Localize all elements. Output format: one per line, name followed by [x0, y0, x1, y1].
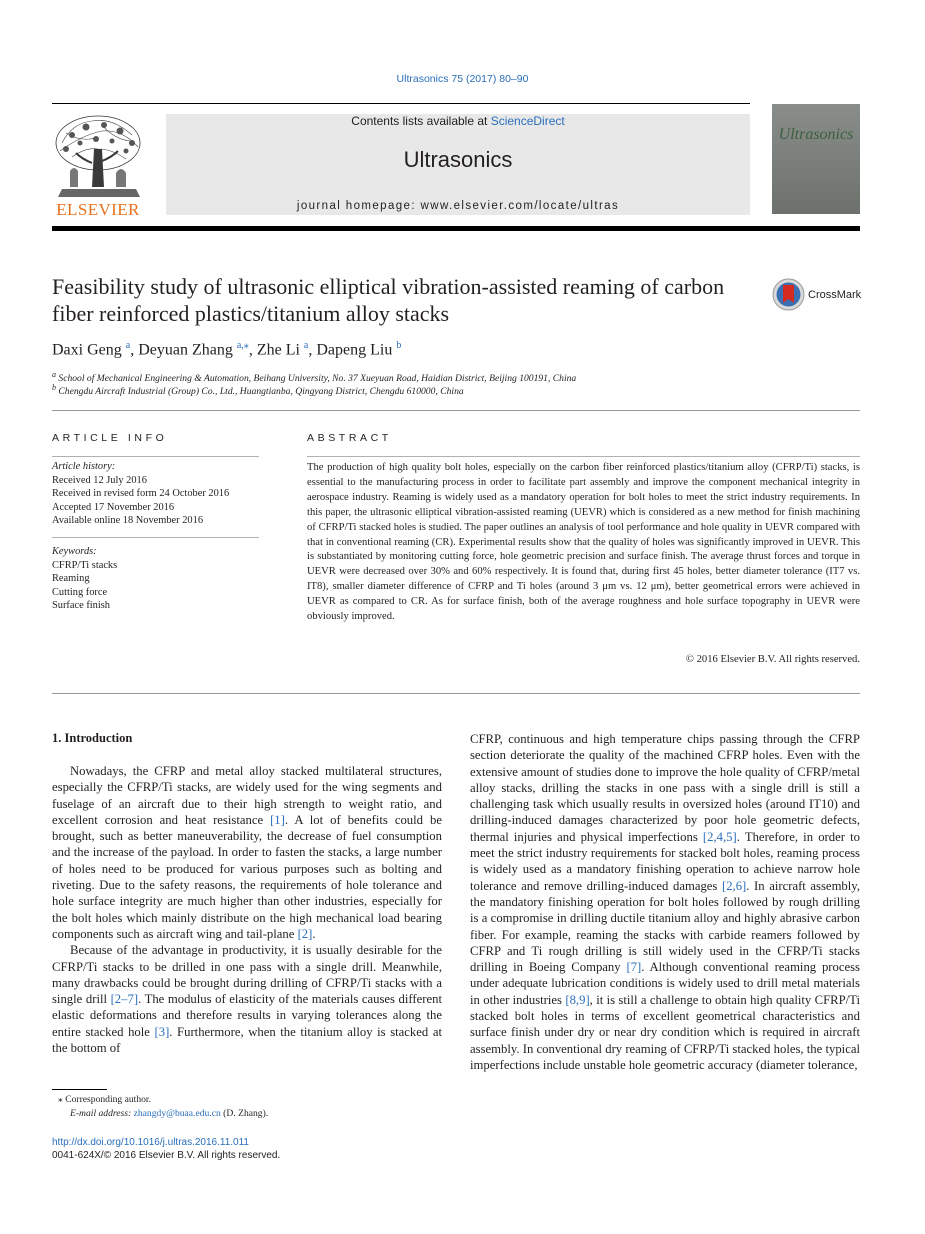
article-info-rule	[52, 456, 259, 457]
text-run: . Furthermore, when the titanium alloy is stacked at the bottom of	[52, 1024, 442, 1056]
section-heading-introduction: 1. Introduction	[52, 731, 133, 745]
keyword: Surface finish	[52, 600, 110, 611]
body-column-right	[470, 731, 860, 1073]
affiliation-text: School of Mechanical Engineering & Automation, Beihang University, No. 37 Xueyuan Road, Haidian District, Beijing 100191, China	[58, 373, 577, 385]
author-name: Dapeng Liu	[316, 341, 393, 359]
affiliation-mark: a	[52, 370, 56, 379]
paragraph	[52, 763, 442, 942]
history-item: Accepted 17 November 2016	[52, 501, 175, 513]
article-history	[52, 460, 229, 528]
doi-link[interactable]: http://dx.doi.org/10.1016/j.ultras.2016.11.011	[52, 1137, 249, 1148]
abstract-copyright: © 2016 Elsevier B.V. All rights reserved.	[685, 654, 860, 665]
abstract-text: The production of high quality bolt holes, especially on the carbon fiber reinforced plastics/titanium alloy (CFRP/Ti) stacks, is essential to the manufacturing process in order to facilitate part assembly and improve the component mechanical integrity in aerospace industry. Reaming is widely used as a mandatory operation for bolt holes to meet the strict industry requirements. In this paper, the ultrasonic elliptical vibration-assisted reaming (UEVR) which is considered as a new method for finish machining of CFRP/Ti stacked holes is studied. The paper outlines an analysis of tool performance and hole quality in UEVR compared with that in conventional reaming (CR). Experimental results show that the quality of holes was significantly improved in UEVR. This is substantiated by monitoring cutting force, hole geometric precision and surface finish. The average thrust forces and torque in UEVR were decreased over 30% and 60% respectively. It is found that, during first 45 holes, better diameter tolerance (IT7 vs. IT8), smaller diameter difference of CFRP and Ti holes (around 3 μm vs. 12 μm), better geometrical errors were achieved in UEVR as compared to CR. As for surface finish, both of the average roughness and hole surface topography in UEVR were obviously improved.	[307, 462, 860, 623]
text-run: Nowadays, the CFRP and metal alloy stacked multilateral structures, especially the CFRP/Ti stacks, are widely used for the wing segments and fuselage of an aircraft due to their high strength to weight ratio, and excellent corrosion and heat resistance	[52, 764, 442, 827]
journal-name: Ultrasonics	[403, 147, 513, 172]
author-affiliation-mark[interactable]: a	[303, 340, 309, 351]
text-run: . In aircraft assembly, the mandatory finishing operation for bolt holes followed by rough drilling is a compromise in drilling ductile titanium alloy and highly abrasive carbon fiber. For example, reaming the stacks with carbide reamers followed by CFRP and Ti rough drilling is still widely used in the CFRP/Ti stacks drilling in Boeing Company	[470, 878, 860, 975]
text-run: . A lot of benefits could be brought, such as better maneuverability, the decrease of fuel consumption and the increase of the payload. In order to fasten the stacks, a large number of holes need to be produced for various purposes such as bolting and riveting. Due to the safety reasons, the requirements of hole tolerance and hole surface integrity are much higher than other industries, especially for the bolt holes which mainly distribute on the high mechanical load bearing components such as aircraft wing and tail-plane	[52, 812, 442, 941]
keywords-rule	[52, 537, 259, 538]
cover-title: Ultrasonics	[778, 126, 854, 143]
history-label: Article history:	[52, 461, 116, 472]
author-list: Daxi Geng $^a$, Deyuan Zhang $^{a,⁎}$, Zhe Li $^a$, Dapeng Liu $^b$	[52, 340, 402, 359]
paragraph	[470, 731, 860, 1073]
author-affiliation-mark[interactable]: a,⁎	[236, 340, 249, 351]
author-name: Daxi Geng	[52, 341, 122, 359]
article-title: Feasibility study of ultrasonic elliptical vibration-assisted reaming of carbon fiber reinforced plastics/titanium alloy stacks	[52, 274, 725, 326]
section-rule	[52, 410, 860, 411]
author-name: Zhe Li	[256, 341, 300, 359]
publisher-wordmark: ELSEVIER	[56, 200, 140, 219]
reference-link[interactable]: [7]	[626, 960, 642, 975]
history-item: Received in revised form 24 October 2016	[52, 488, 230, 499]
paragraph	[52, 942, 442, 1056]
keyword: Cutting force	[52, 586, 108, 598]
contents-availability	[166, 114, 750, 128]
keywords-label: Keywords:	[52, 546, 97, 557]
affiliation-mark: b	[52, 383, 56, 392]
affiliation-b	[52, 383, 464, 397]
issn-copyright: 0041-624X/© 2016 Elsevier B.V. All rights reserved.	[52, 1150, 281, 1161]
keywords-block	[52, 545, 117, 613]
email-link[interactable]: zhangdy@buaa.edu.cn	[133, 1108, 221, 1119]
article-info-heading: ARTICLE INFO	[52, 432, 168, 444]
journal-citation[interactable]: Ultrasonics 75 (2017) 80–90	[396, 73, 529, 85]
reference-link[interactable]: [3]	[154, 1024, 170, 1039]
reference-link[interactable]: [2,6]	[721, 878, 747, 893]
text-run: , it is still a challenge to obtain high quality CFRP/Ti stacked bolt holes in terms of excellent geometrical characteristics and surface finish under dry or near dry condition which is required in aircraft assembly. In conventional dry reaming of CFRP/Ti stacked holes, the typical imperfections include unstable hole geometric accuracy (diameter tolerance,	[470, 992, 860, 1072]
author-affiliation-mark[interactable]: a	[125, 340, 131, 351]
text-run: CFRP, continuous and high temperature chips passing through the CFRP section deteriorate the quality of the machined CFRP holes. Even with the extensive amount of studies done to improve the hole quality of CFRP/metal alloy stacks, drilling the stacks in one pass with a single drill is still a challenging task which usually results in oversized holes (around IT10) and drilling-induced damages characterized by poor hole geometric defects, thermal injuries and physical imperfections	[470, 732, 860, 844]
author-name: Deyuan Zhang	[138, 341, 233, 359]
crossmark-label[interactable]: CrossMark	[808, 289, 862, 301]
email-note	[70, 1108, 268, 1119]
text-run: . The modulus of elasticity of the materials causes different elastic deformations and therefore results in varying tolerances along the entire stacked hole	[52, 992, 442, 1039]
journal-homepage[interactable]: journal homepage: www.elsevier.com/locate/ultras	[296, 200, 620, 212]
email-suffix: (D. Zhang).	[220, 1108, 269, 1119]
corresponding-author-note: ⁎ Corresponding author.	[58, 1094, 151, 1105]
journal-cover-thumbnail[interactable]	[772, 104, 860, 214]
header-thick-rule	[52, 226, 860, 231]
section-rule	[52, 693, 860, 694]
reference-link[interactable]: [2–7]	[110, 992, 139, 1007]
abstract-rule	[307, 456, 860, 457]
footnote-rule	[52, 1089, 107, 1090]
author-affiliation-mark[interactable]: b	[396, 340, 402, 351]
keyword: CFRP/Ti stacks	[52, 559, 118, 571]
text-run: .	[312, 926, 316, 941]
reference-link[interactable]: [2,4,5]	[702, 829, 737, 844]
contents-prefix: Contents lists available at	[351, 114, 491, 128]
crossmark-icon[interactable]	[772, 278, 805, 311]
reference-link[interactable]: [8,9]	[565, 992, 590, 1007]
elsevier-tree-logo	[52, 113, 144, 199]
history-item: Received 12 July 2016	[52, 474, 147, 486]
text-run: . Therefore, in order to meet the strict industry requirements for stacked bolt holes, reaming process is widely used as a mandatory finishing operation to achieve narrow hole tolerance and remove drilling-induced damages	[470, 829, 860, 893]
sciencedirect-link[interactable]: ScienceDirect	[490, 114, 565, 128]
body-column-left	[52, 763, 442, 1056]
keyword: Reaming	[52, 573, 90, 584]
history-item: Available online 18 November 2016	[52, 515, 204, 526]
abstract-heading: ABSTRACT	[307, 432, 392, 444]
text-run: Because of the advantage in productivity, it is usually desirable for the CFRP/Ti stacks to be drilled in one pass with a single drill. Meanwhile, many drawbacks could be brought during drilling of CFRP/Ti stacks with a single drill	[52, 943, 442, 1007]
header-rule	[52, 103, 750, 104]
affiliation-text: Chengdu Aircraft Industrial (Group) Co., Ltd., Huangtianba, Qingyang District, Chengdu 610000, China	[58, 386, 464, 398]
reference-link[interactable]: [1]	[270, 812, 285, 827]
text-run: . Although conventional reaming process under adequate lubrication conditions is widely used to drill metal materials in other industries	[470, 960, 860, 1007]
reference-link[interactable]: [2]	[297, 926, 313, 941]
email-label: E-mail address:	[70, 1108, 134, 1119]
